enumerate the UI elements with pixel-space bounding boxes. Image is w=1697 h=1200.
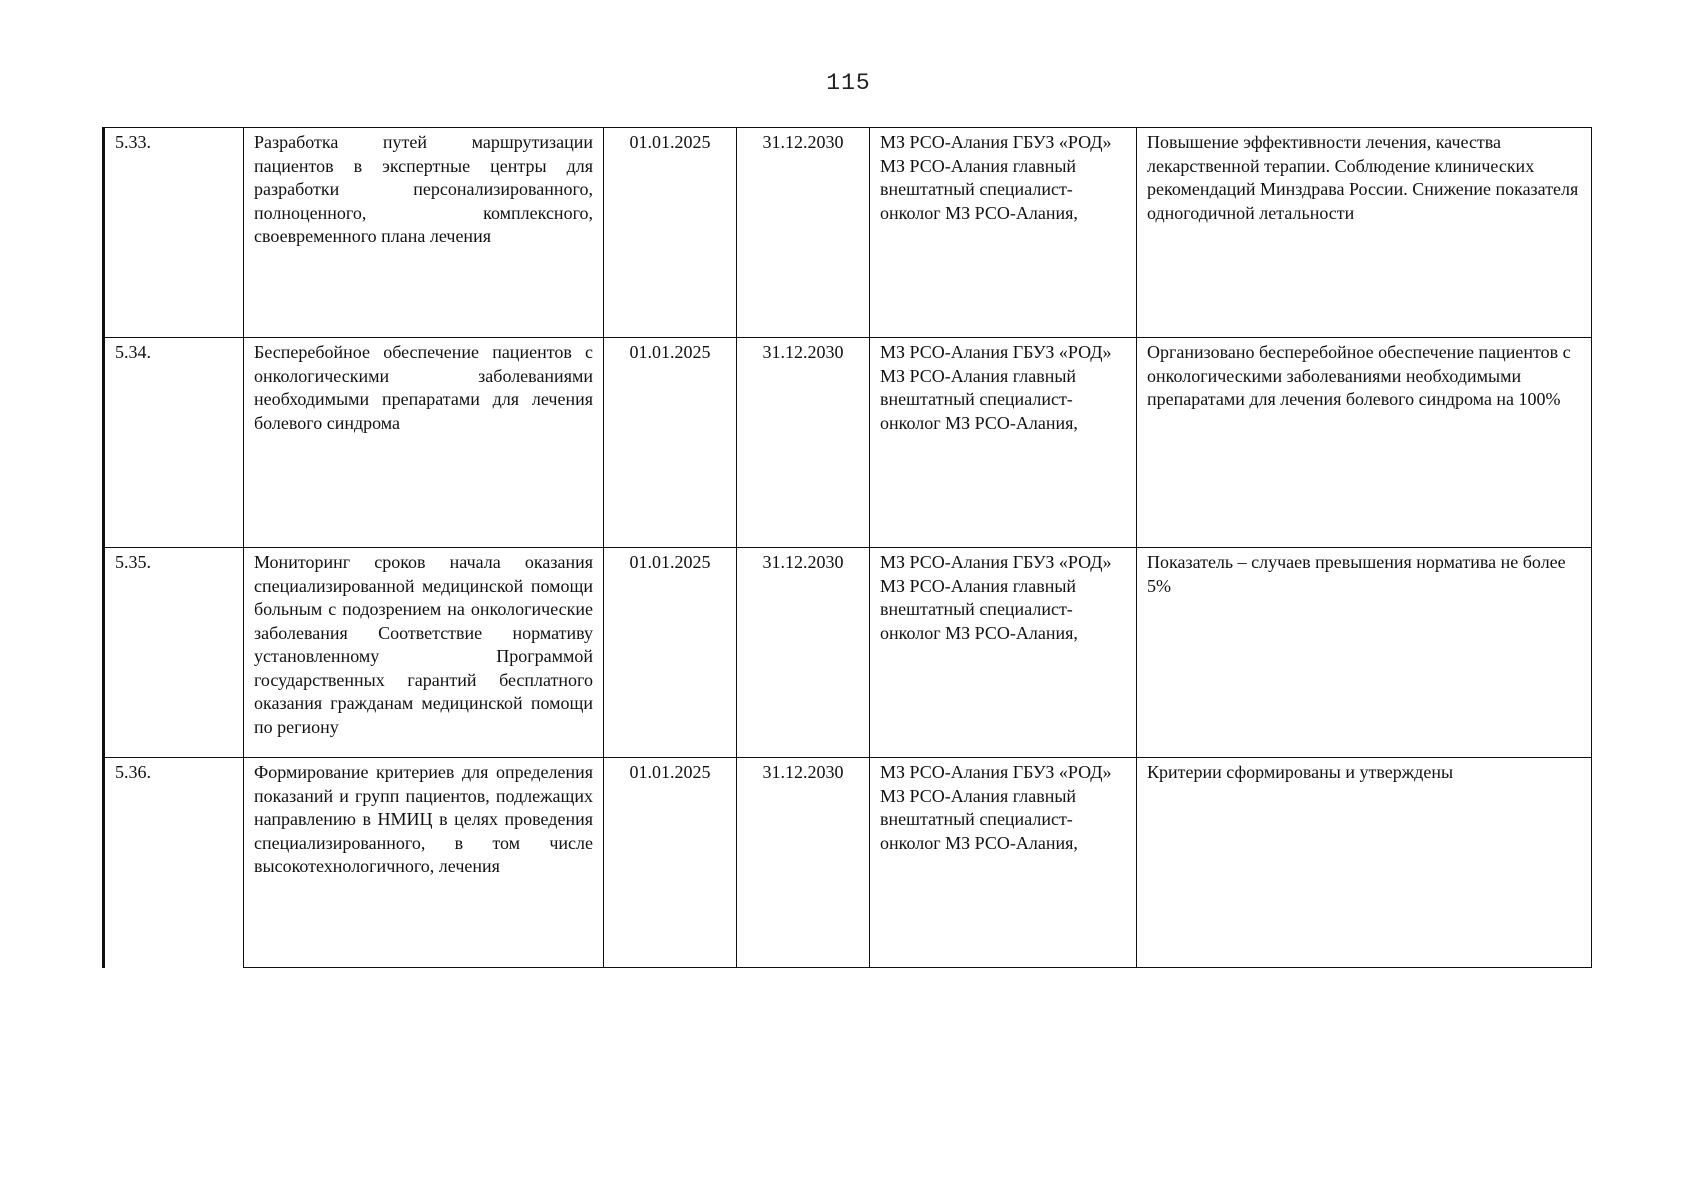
start-date: 01.01.2025: [604, 548, 737, 758]
activity-text: Бесперебойное обеспечение пациентов с онкологическими заболеваниями необходимыми препаратами для лечения болевого синдрома: [244, 338, 604, 548]
expected-result-text: Организовано бесперебойное обеспечение пациентов с онкологическими заболеваниями необходимыми препаратами для лечения болевого синдрома на 100%: [1137, 338, 1592, 548]
start-date: 01.01.2025: [604, 128, 737, 338]
table-row: [104, 128, 1592, 338]
responsible-text: МЗ РСО-Алания ГБУЗ «РОД» МЗ РСО-Алания главный внештатный специалист-онколог МЗ РСО-Алания,: [870, 548, 1137, 758]
start-date: 01.01.2025: [604, 758, 737, 968]
table-row: [104, 758, 1592, 968]
expected-result-text: Критерии сформированы и утверждены: [1137, 758, 1592, 968]
end-date: 31.12.2030: [737, 758, 870, 968]
activity-text: Мониторинг сроков начала оказания специализированной медицинской помощи больным с подозрением на онкологические заболевания Соответствие нормативу установленному Программой государственных гарантий бесплатного оказания гражданам медицинской помощи по региону: [244, 548, 604, 758]
end-date: 31.12.2030: [737, 128, 870, 338]
activity-text: Формирование критериев для определения показаний и групп пациентов, подлежащих направлению в НМИЦ в целях проведения специализированного, в том числе высокотехнологичного, лечения: [244, 758, 604, 968]
responsible-text: МЗ РСО-Алания ГБУЗ «РОД» МЗ РСО-Алания главный внештатный специалист-онколог МЗ РСО-Алания,: [870, 338, 1137, 548]
row-number: 5.34.: [104, 338, 244, 548]
expected-result-text: Показатель – случаев превышения норматива не более 5%: [1137, 548, 1592, 758]
end-date: 31.12.2030: [737, 548, 870, 758]
activity-plan-table: [102, 127, 1592, 968]
row-number: 5.35.: [104, 548, 244, 758]
row-number: 5.36.: [104, 758, 244, 968]
start-date: 01.01.2025: [604, 338, 737, 548]
responsible-text: МЗ РСО-Алания ГБУЗ «РОД» МЗ РСО-Алания главный внештатный специалист-онколог МЗ РСО-Алания,: [870, 758, 1137, 968]
expected-result-text: Повышение эффективности лечения, качества лекарственной терапии. Соблюдение клинических рекомендаций Минздрава России. Снижение показателя одногодичной летальности: [1137, 128, 1592, 338]
table-row: [104, 338, 1592, 548]
table-row: [104, 548, 1592, 758]
end-date: 31.12.2030: [737, 338, 870, 548]
page-number: 115: [826, 70, 871, 96]
activity-text: Разработка путей маршрутизации пациентов в экспертные центры для разработки персонализированного, полноценного, комплексного, своевременного плана лечения: [244, 128, 604, 338]
row-number: 5.33.: [104, 128, 244, 338]
responsible-text: МЗ РСО-Алания ГБУЗ «РОД» МЗ РСО-Алания главный внештатный специалист-онколог МЗ РСО-Алания,: [870, 128, 1137, 338]
